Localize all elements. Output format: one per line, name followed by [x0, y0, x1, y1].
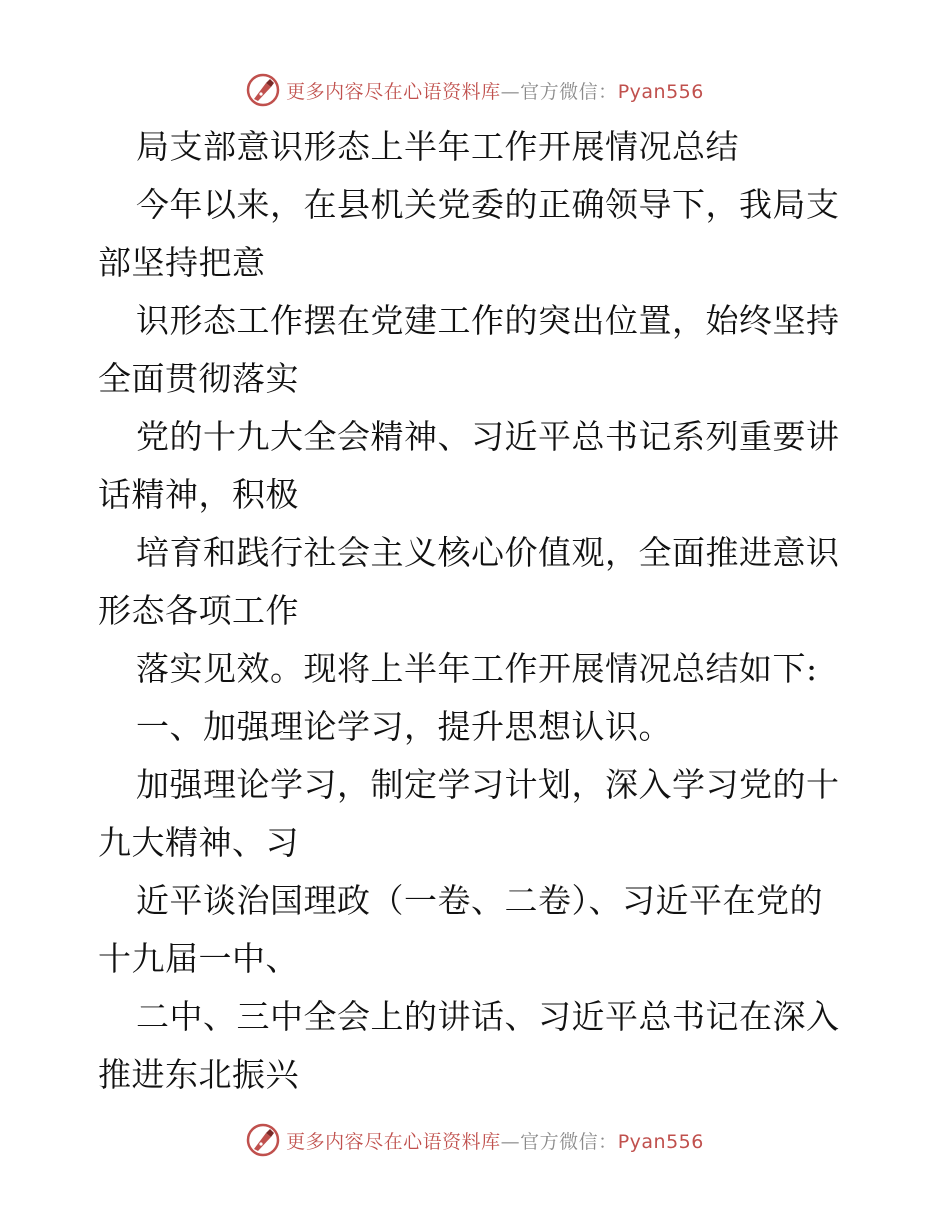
paragraph-line: 近平谈治国理政（一卷、二卷）、习近平在党的 — [136, 881, 823, 920]
paragraph-line: 形态各项工作 — [98, 591, 299, 630]
paragraph-line: 落实见效。现将上半年工作开展情况总结如下: — [136, 649, 818, 688]
document-body — [98, 118, 858, 1104]
paragraph-line: 加强理论学习，制定学习计划，深入学习党的十 — [136, 765, 840, 804]
paragraph-line: 培育和践行社会主义核心价值观，全面推进意识 — [136, 533, 840, 572]
paragraph-line: 党的十九大全会精神、习近平总书记系列重要讲 — [136, 417, 840, 456]
watermark-text: 更多内容尽在心语资料库—官方微信：Pyan556 — [286, 1130, 704, 1153]
pen-nib-logo-icon — [246, 73, 280, 107]
pen-nib-logo-icon — [246, 1123, 280, 1157]
section-heading: 一、加强理论学习，提升思想认识。 — [136, 707, 672, 746]
paragraph-line: 全面贯彻落实 — [98, 359, 299, 398]
paragraph-line: 十九届一中、 — [98, 939, 299, 978]
paragraph-line: 今年以来，在县机关党委的正确领导下，我局支 — [136, 185, 840, 224]
paragraph-line: 部坚持把意 — [98, 243, 266, 282]
paragraph-line: 九大精神、习 — [98, 823, 299, 862]
paragraph-line: 识形态工作摆在党建工作的突出位置，始终坚持 — [136, 301, 840, 340]
paragraph-line: 二中、三中全会上的讲话、习近平总书记在深入 — [136, 997, 840, 1036]
document-title: 局支部意识形态上半年工作开展情况总结 — [136, 127, 739, 166]
watermark-text: 更多内容尽在心语资料库—官方微信：Pyan556 — [286, 80, 704, 103]
paragraph-line: 推进东北振兴 — [98, 1055, 299, 1094]
paragraph-line: 话精神，积极 — [98, 475, 299, 514]
footer-watermark-banner — [0, 1120, 950, 1160]
header-watermark-banner — [0, 70, 950, 110]
